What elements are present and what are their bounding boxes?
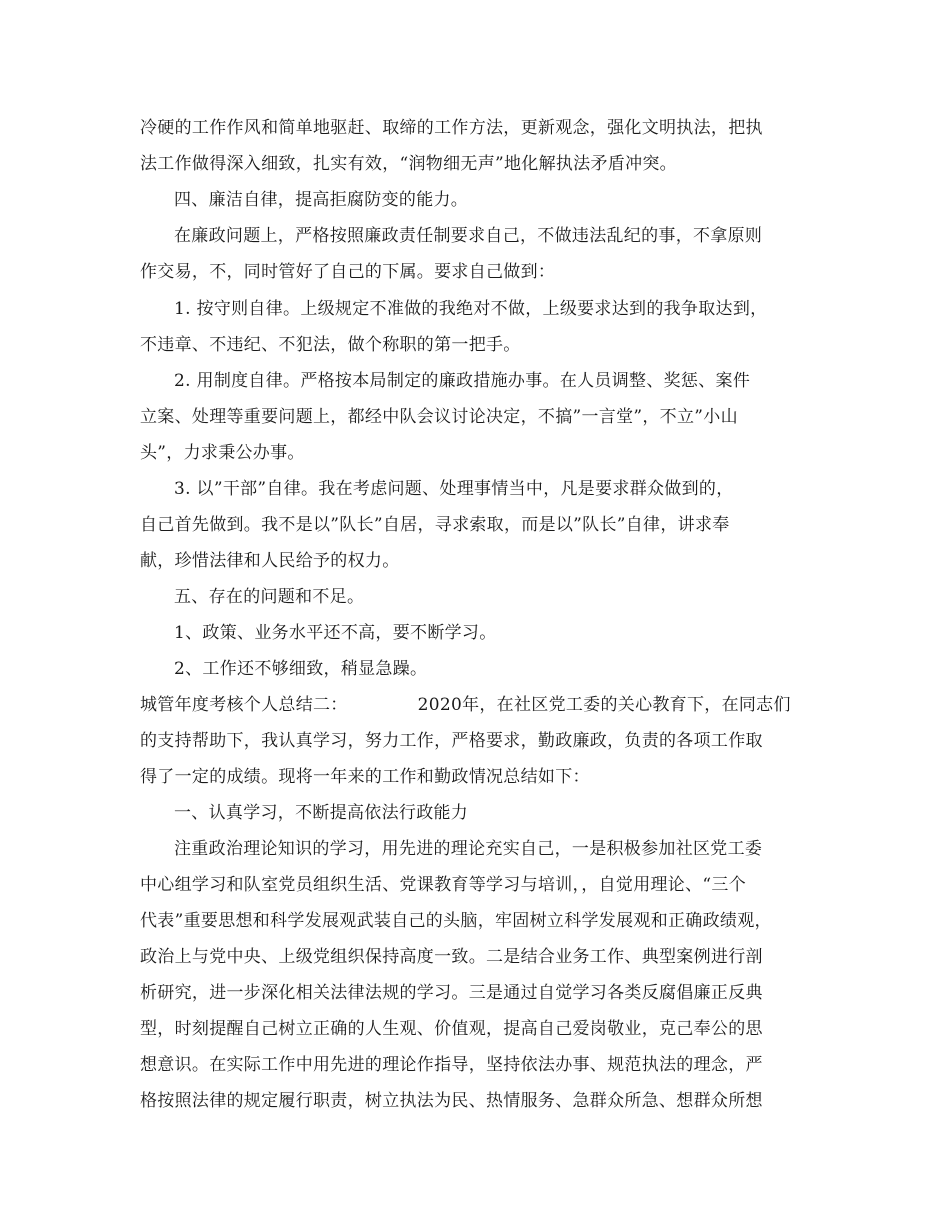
text-line: 想意识。在实际工作中用先进的理论作指导，坚持依法办事、规范执法的理念，严 — [140, 1055, 763, 1075]
second-summary-title: 城管年度考核个人总结二： — [140, 695, 348, 715]
text-line: 型，时刻提醒自己树立正确的人生观、价值观，提高自己爱岗敬业，克己奉公的思 — [140, 1019, 763, 1039]
text-line: 1. 按守则自律。上级规定不准做的我绝对不做，上级要求达到的我争取达到， — [174, 299, 768, 319]
text-line: 的支持帮助下，我认真学习，努力工作，严格要求，勤政廉政，负责的各项工作取 — [140, 731, 763, 751]
text-line: 2、工作还不够细致，稍显急躁。 — [174, 659, 428, 679]
text-line: 2. 用制度自律。严格按本局制定的廉政措施办事。在人员调整、奖惩、案件 — [174, 371, 751, 391]
text-line: 冷硬的工作作风和简单地驱赶、取缔的工作方法，更新观念，强化文明执法，把执 — [140, 118, 763, 138]
text-line: 不违章、不违纪、不犯法，做个称职的第一把手。 — [140, 335, 521, 355]
text-line: 法工作做得深入细致，扎实有效，“润物细无声”地化解执法矛盾冲突。 — [140, 154, 677, 174]
text-line: 立案、处理等重要问题上，都经中队会议讨论决定，不搞”一言堂”，不立”小山 — [140, 407, 738, 427]
text-line: 头”，力求秉公办事。 — [140, 443, 305, 463]
text-line: 代表”重要思想和科学发展观武装自己的头脑，牢固树立科学发展观和正确政绩观， — [140, 911, 772, 931]
text-line: 析研究，进一步深化相关法律法规的学习。三是通过自觉学习各类反腐倡廉正反典 — [140, 983, 763, 1003]
text-line: 1、政策、业务水平还不高，要不断学习。 — [174, 623, 497, 643]
text-line: 政治上与党中央、上级党组织保持高度一致。二是结合业务工作、典型案例进行剖 — [140, 947, 763, 967]
section-heading: 五、存在的问题和不足。 — [174, 587, 365, 607]
section-heading: 四、廉洁自律，提高拒腐防变的能力。 — [174, 190, 469, 210]
text-line: 格按照法律的规定履行职责，树立执法为民、热情服务、急群众所急、想群众所想 — [140, 1091, 763, 1111]
text-line: 中心组学习和队室党员组织生活、党课教育等学习与培训，，自觉用理论、“三个 — [140, 875, 746, 895]
text-line: 3. 以”干部”自律。我在考虑问题、处理事情当中，凡是要求群众做到的， — [174, 479, 734, 499]
text-line: 在廉政问题上，严格按照廉政责任制要求自己，不做违法乱纪的事，不拿原则 — [174, 226, 763, 246]
section-heading: 一、认真学习，不断提高依法行政能力 — [174, 803, 469, 823]
text-line: 作交易，不，同时管好了自己的下属。要求自己做到： — [140, 262, 556, 282]
text-line: 注重政治理论知识的学习，用先进的理论充实自己，一是积极参加社区党工委 — [174, 839, 763, 859]
text-line: 得了一定的成绩。现将一年来的工作和勤政情况总结如下： — [140, 767, 590, 787]
text-line-segment: 2020年，在社区党工委的关心教育下，在同志们 — [417, 695, 791, 715]
text-line: 献，珍惜法律和人民给予的权力。 — [140, 551, 400, 571]
text-line: 自己首先做到。我不是以”队长”自居，寻求索取，而是以”队长”自律，讲求奉 — [140, 515, 730, 535]
text-line — [140, 694, 791, 716]
